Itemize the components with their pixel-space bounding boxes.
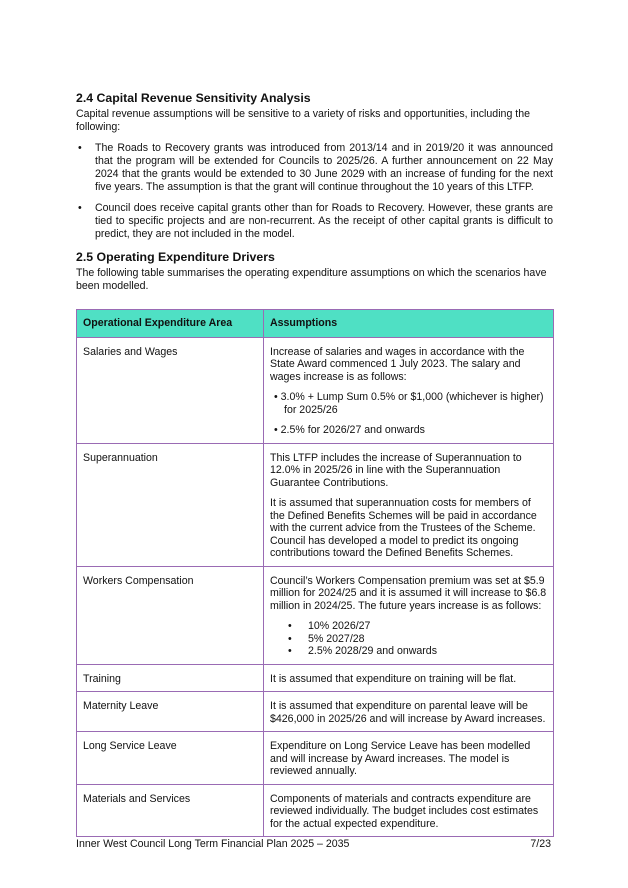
footer-page-number: 7/23 <box>530 838 551 850</box>
list-item <box>270 645 547 658</box>
assumption-cell <box>264 443 554 566</box>
area-cell: Training <box>77 664 264 692</box>
bullet-dot: • <box>288 620 292 632</box>
list-item-text: 5% 2027/28 <box>308 632 365 645</box>
section-2-4-intro: Capital revenue assumptions will be sensitive to a variety of risks and opportunities, including the following: <box>76 108 531 133</box>
assumption-text: This LTFP includes the increase of Superannuation to 12.0% in 2025/26 in line with the Superannuation Guarantee Contributions. <box>270 451 522 489</box>
capital-revenue-bullet-list <box>76 142 553 249</box>
table-row <box>77 784 554 837</box>
table-header-row <box>77 310 554 338</box>
bullet-item <box>76 202 553 241</box>
bullet-dot: • <box>78 202 82 214</box>
section-2-5-intro: The following table summarises the operating expenditure assumptions on which the scenarios have been modelled. <box>76 267 547 292</box>
table-row <box>77 443 554 566</box>
operating-expenditure-table <box>76 309 554 837</box>
assumption-text: Increase of salaries and wages in accordance with the State Award commenced 1 July 2023. The salary and wages increase is as follows: <box>270 345 525 383</box>
assumption-bullet-text: 3.0% + Lump Sum 0.5% or $1,000 (whichever is higher) for 2025/26 <box>280 391 544 416</box>
assumption-bullet: • 3.0% + Lump Sum 0.5% or $1,000 (whichever is higher) for 2025/26 <box>274 391 544 416</box>
list-item-text: 2.5% 2028/29 and onwards <box>308 645 437 657</box>
table-row <box>77 337 554 443</box>
assumption-cell <box>264 337 554 443</box>
assumption-cell: Expenditure on Long Service Leave has been modelled and will increase by Award increases. The model is reviewed annually. <box>264 732 554 785</box>
bullet-text: Council does receive capital grants other than for Roads to Recovery. However, these grants are tied to specific projects and are non-recurrent. As the receipt of other capital grants is difficult to predict, they are not included in the model. <box>95 202 553 240</box>
bullet-dot: • <box>288 645 292 657</box>
list-item <box>270 633 547 646</box>
bullet-item <box>76 142 553 194</box>
column-header-assumptions: Assumptions <box>264 310 554 338</box>
area-cell: Materials and Services <box>77 784 264 837</box>
table-row <box>77 692 554 732</box>
list-item <box>270 620 547 633</box>
table-row <box>77 664 554 692</box>
assumption-cell <box>264 566 554 664</box>
assumption-bullet-text: 2.5% for 2026/27 and onwards <box>280 424 425 436</box>
area-cell: Long Service Leave <box>77 732 264 785</box>
bullet-text: The Roads to Recovery grants was introduced from 2013/14 and in 2019/20 it was announced that the program will be extended for Councils to 2025/26. A further announcement on 22 May 2024 that the grants would be extended to 30 June 2029 with an increase of funding for the next five years. The assumption is that the grant will continue throughout the 10 years of this LTFP. <box>95 142 553 193</box>
section-2-5-heading: 2.5 Operating Expenditure Drivers <box>76 250 275 264</box>
area-cell: Salaries and Wages <box>77 337 264 443</box>
area-cell: Superannuation <box>77 443 264 566</box>
table-row <box>77 732 554 785</box>
column-header-area: Operational Expenditure Area <box>77 310 264 338</box>
bullet-dot: • <box>288 632 292 645</box>
bullet-dot: • <box>78 142 82 154</box>
assumption-cell: Components of materials and contracts expenditure are reviewed individually. The budget includes cost estimates for the actual expected expenditure. <box>264 784 554 837</box>
area-cell: Workers Compensation <box>77 566 264 664</box>
footer-document-title: Inner West Council Long Term Financial Plan 2025 – 2035 <box>76 838 350 850</box>
section-2-4-heading: 2.4 Capital Revenue Sensitivity Analysis <box>76 91 311 105</box>
assumption-cell: It is assumed that expenditure on parental leave will be $426,000 in 2025/26 and will increase by Award increases. <box>264 692 554 732</box>
assumption-cell: It is assumed that expenditure on training will be flat. <box>264 664 554 692</box>
assumption-text: Council’s Workers Compensation premium was set at $5.9 million for 2024/25 and it is assumed it will increase to $6.8 million in 2024/25. The future years increase is as follows: <box>270 574 547 612</box>
assumption-bullet: • 2.5% for 2026/27 and onwards <box>274 424 425 436</box>
table-row <box>77 566 554 664</box>
list-item-text: 10% 2026/27 <box>308 620 371 632</box>
area-cell: Maternity Leave <box>77 692 264 732</box>
workers-comp-increase-list <box>270 620 547 658</box>
assumption-text: It is assumed that superannuation costs for members of the Defined Benefits Schemes will be paid in accordance with the current advice from the Trustees of the Scheme. Council has developed a model to predict its ongoing contributions toward the Defined Benefits Schemes. <box>270 497 537 559</box>
